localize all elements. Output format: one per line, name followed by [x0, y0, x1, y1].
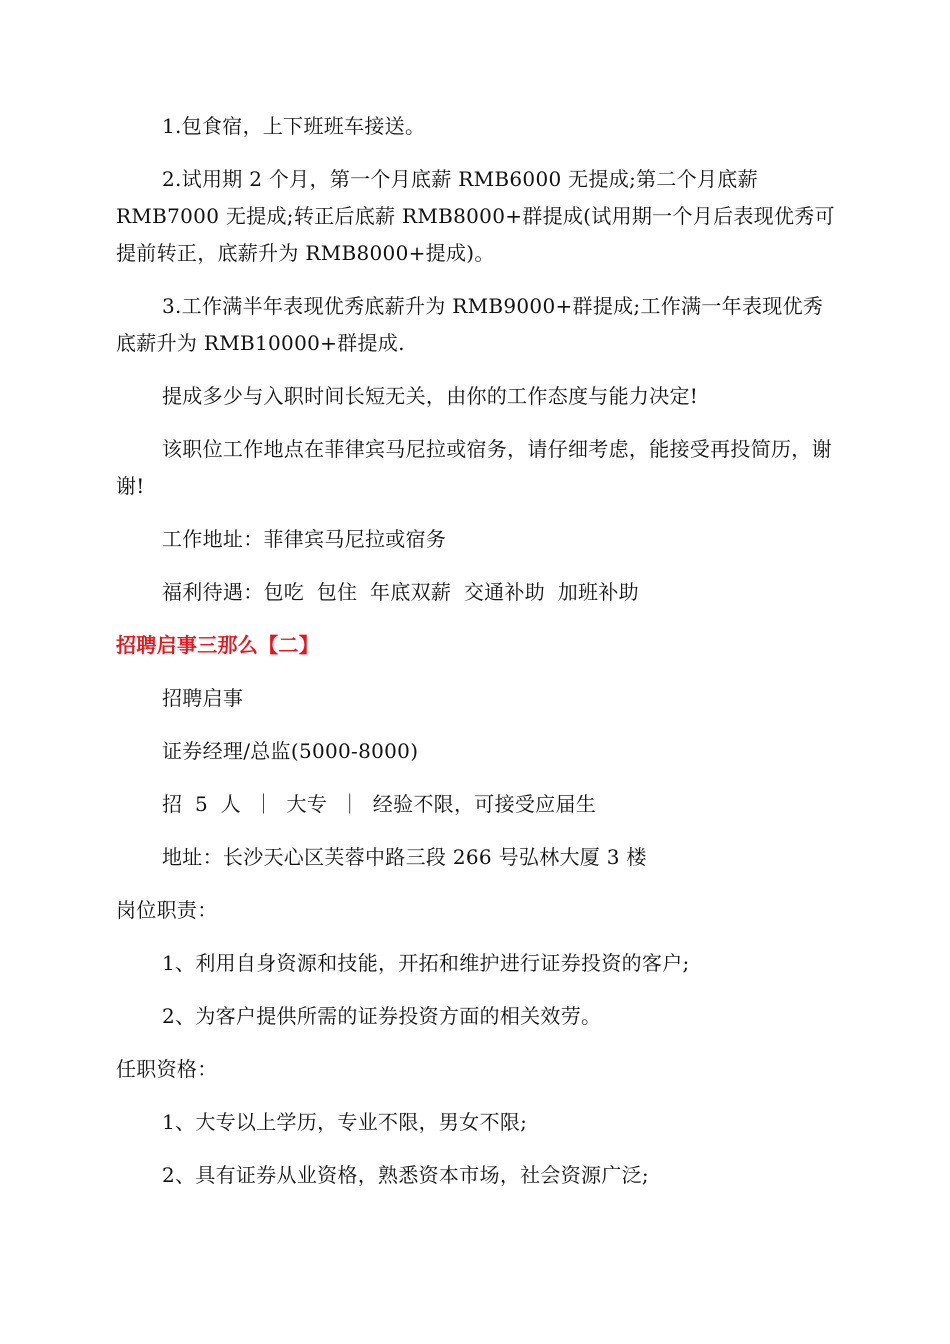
- benefit-item-3: 3.工作满半年表现优秀底薪升为 RMB9000+群提成;工作满一年表现优秀底薪升为 RMB10000+群提成.: [116, 294, 824, 355]
- qualification-item-2: 2、具有证券从业资格，熟悉资本市场，社会资源广泛;: [162, 1163, 649, 1187]
- benefit-item-1: 1.包食宿，上下班班车接送。: [162, 114, 426, 138]
- notice-title: 招聘启事: [162, 686, 244, 710]
- section-heading: 招聘启事三那么【二】: [116, 633, 319, 657]
- benefit-item-2: 2.试用期 2 个月，第一个月底薪 RMB6000 无提成;第二个月底薪 RMB7000 无提成;转正后底薪 RMB8000+群提成(试用期一个月后表现优秀可提前转正，底薪升为 RMB8000+提成)。: [116, 167, 835, 265]
- location-note: 该职位工作地点在菲律宾马尼拉或宿务，请仔细考虑，能接受再投简历，谢谢!: [116, 437, 832, 498]
- company-address: 地址：长沙天心区芙蓉中路三段 266 号弘林大厦 3 楼: [162, 845, 647, 869]
- duty-item-1: 1、利用自身资源和技能，开拓和维护进行证券投资的客户;: [162, 951, 690, 975]
- duty-item-2: 2、为客户提供所需的证券投资方面的相关效劳。: [162, 1004, 602, 1028]
- commission-note: 提成多少与入职时间长短无关，由你的工作态度与能力决定!: [162, 384, 699, 408]
- qualifications-label: 任职资格：: [116, 1057, 218, 1081]
- document-body: [116, 108, 836, 1210]
- benefits-line: 福利待遇：包吃 包住 年底双薪 交通补助 加班补助: [162, 580, 639, 604]
- qualification-item-1: 1、大专以上学历，专业不限，男女不限;: [162, 1110, 528, 1134]
- duties-label: 岗位职责：: [116, 898, 218, 922]
- work-address: 工作地址：菲律宾马尼拉或宿务: [162, 527, 447, 551]
- position-title: 证券经理/总监(5000-8000): [162, 739, 419, 763]
- requirements-line: 招 5 人 ｜ 大专 ｜ 经验不限，可接受应届生: [162, 792, 597, 816]
